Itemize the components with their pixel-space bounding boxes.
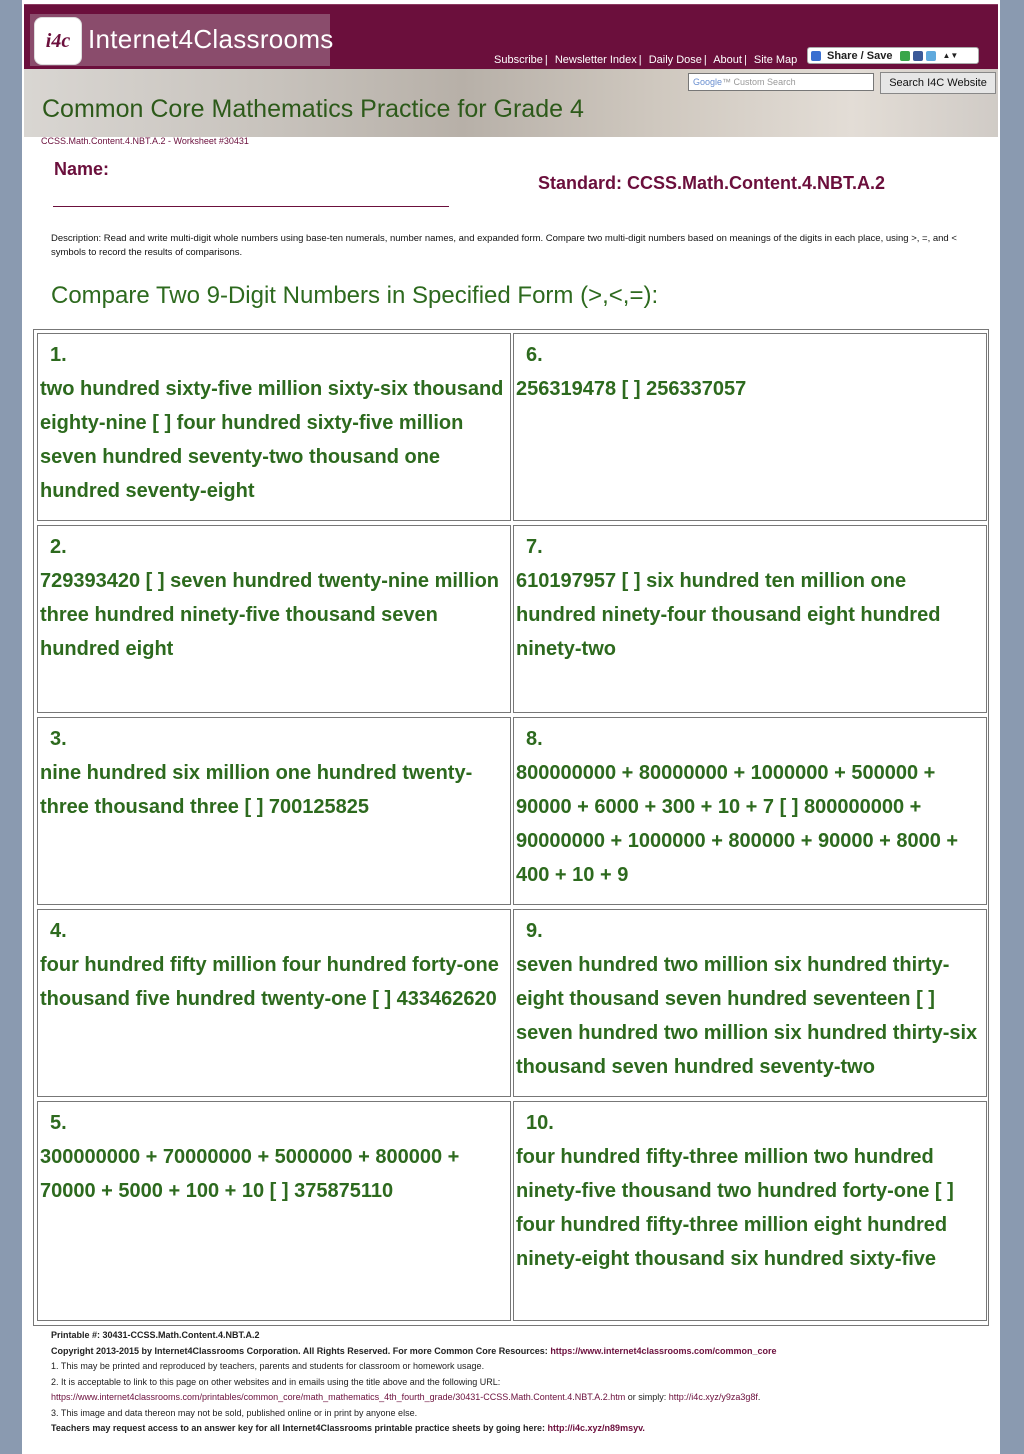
worksheet-url-link[interactable]: https://www.internet4classrooms.com/printables/common_core/math_mathematics_4th_fourth_grade/30431-CCSS.Math.Content.4.NBT.A.2.htm bbox=[51, 1392, 626, 1402]
question-text: nine hundred six million one hundred twenty-three thousand three [ ] 700125825 bbox=[40, 762, 473, 818]
question-text: 300000000 + 70000000 + 5000000 + 800000 + 70000 + 5000 + 100 + 10 [ ] 375875110 bbox=[40, 1146, 460, 1202]
short-url-link[interactable]: http://i4c.xyz/y9za3g8f bbox=[668, 1392, 758, 1402]
question-cell bbox=[513, 525, 987, 713]
answer-key-link[interactable]: http://i4c.xyz/n89msyv. bbox=[547, 1423, 645, 1433]
worksheet-title: Compare Two 9-Digit Numbers in Specified Form (>,<,=): bbox=[51, 282, 659, 309]
printable-number: Printable #: 30431-CCSS.Math.Content.4.NBT.A.2 bbox=[51, 1330, 260, 1340]
question-number: 8. bbox=[526, 728, 543, 750]
question-text: 610197957 [ ] six hundred ten million one hundred ninety-four thousand eight hundred ninety-two bbox=[516, 570, 941, 660]
footer-url-line: https://www.internet4classrooms.com/printables/common_core/math_mathematics_4th_fourth_grade/30431-CCSS.Math.Content.4.NBT.A.2.htm or simply: http://i4c.xyz/y9za3g8f. bbox=[51, 1392, 761, 1402]
question-number: 2. bbox=[50, 536, 67, 558]
facebook-icon bbox=[913, 51, 923, 61]
share-dropdown-icon: ▲▼ bbox=[942, 51, 959, 60]
copyright: Copyright 2013-2015 by Internet4Classrooms Corporation. All Rights Reserved. For more Common Core Resources: https://www.internet4classrooms.com/common_core bbox=[51, 1345, 777, 1356]
question-number: 1. bbox=[50, 344, 67, 366]
question-number: 9. bbox=[526, 920, 543, 942]
i4c-logo-icon: i4c bbox=[34, 17, 82, 65]
question-cell bbox=[37, 909, 511, 1097]
question-cell bbox=[513, 1101, 987, 1321]
description: Description: Read and write multi-digit whole numbers using base-ten numerals, number names, and expanded form. Compare two multi-digit numbers based on meanings of the digits in each place, using >, =, and < symbols to record the results of comparisons. bbox=[51, 233, 957, 258]
breadcrumb: CCSS.Math.Content.4.NBT.A.2 - Worksheet #30431 bbox=[41, 136, 249, 146]
question-cell bbox=[513, 717, 987, 905]
question-text: 256319478 [ ] 256337057 bbox=[516, 378, 747, 400]
answer-key-note: Teachers may request access to an answer key for all Internet4Classrooms printable practice sheets by going here: http://i4c.xyz/n89msyv. bbox=[51, 1423, 645, 1433]
nav-newsletter-index[interactable]: Newsletter Index bbox=[554, 54, 637, 66]
question-text: four hundred fifty-three million two hundred ninety-five thousand two hundred forty-one [ ] four hundred fifty-three million eight hundred ninety-eight thousand six hundred sixty-five bbox=[516, 1146, 954, 1270]
question-number: 3. bbox=[50, 728, 67, 750]
twitter-icon bbox=[926, 51, 936, 61]
question-number: 4. bbox=[50, 920, 67, 942]
nav-daily-dose[interactable]: Daily Dose bbox=[648, 54, 702, 66]
question-number: 10. bbox=[526, 1112, 554, 1134]
search-button[interactable]: Search I4C Website bbox=[880, 72, 996, 94]
name-label: Name: bbox=[54, 159, 110, 179]
share-save-button[interactable]: Share / Save ▲▼ bbox=[807, 47, 979, 64]
standard-label: Standard: CCSS.Math.Content.4.NBT.A.2 bbox=[538, 173, 886, 193]
page bbox=[22, 0, 1000, 1454]
question-number: 7. bbox=[526, 536, 543, 558]
footer-note-1: 1. This may be printed and reproduced by teachers, parents and students for classroom or homework usage. bbox=[51, 1361, 485, 1371]
nav-site-map[interactable]: Site Map bbox=[753, 54, 798, 66]
question-cell bbox=[513, 909, 987, 1097]
common-core-link[interactable]: https://www.internet4classrooms.com/common_core bbox=[550, 1345, 777, 1356]
top-nav: Subscribe | Newsletter Index | Daily Dose | About | Site Map bbox=[494, 54, 798, 66]
question-cell bbox=[37, 525, 511, 713]
question-text: seven hundred two million six hundred thirty-eight thousand seven hundred seventeen [ ] seven hundred two million six hundred thirty-six thousand seven hundred seventy-two bbox=[516, 954, 978, 1078]
question-text: four hundred fifty million four hundred forty-one thousand five hundred twenty-one [ ] 433462620 bbox=[40, 954, 499, 1010]
question-number: 5. bbox=[50, 1112, 67, 1134]
page-title: Common Core Mathematics Practice for Grade 4 bbox=[42, 95, 584, 123]
nav-about[interactable]: About bbox=[713, 54, 742, 66]
footer-note-3: 3. This image and data thereon may not be sold, published online or in print by anyone else. bbox=[51, 1407, 418, 1418]
name-line bbox=[53, 206, 449, 207]
site-logo[interactable] bbox=[30, 14, 334, 66]
question-number: 6. bbox=[526, 344, 543, 366]
question-text: two hundred sixty-five million sixty-six thousand eighty-nine [ ] four hundred sixty-five million seven hundred seventy-two thousand one hundred seventy-eight bbox=[40, 378, 504, 502]
question-text: 729393420 [ ] seven hundred twenty-nine million three hundred ninety-five thousand seven hundred eight bbox=[40, 570, 500, 660]
footer-note-2: 2. It is acceptable to link to this page on other websites and in emails using the title above and the following URL: bbox=[51, 1376, 501, 1387]
search-input[interactable]: Google™ Custom Search bbox=[688, 73, 874, 91]
share-email-icon bbox=[900, 51, 910, 61]
question-cell bbox=[37, 717, 511, 905]
footer bbox=[51, 1328, 993, 1437]
question-text: 800000000 + 80000000 + 1000000 + 500000 + 90000 + 6000 + 300 + 10 + 7 [ ] 800000000 + 90000000 + 1000000 + 800000 + 90000 + 8000 + 400 + 10 + 9 bbox=[516, 762, 959, 886]
questions-grid bbox=[33, 329, 989, 1326]
question-cell bbox=[37, 1101, 511, 1321]
logo-text: Internet4Classrooms bbox=[88, 24, 334, 54]
header-bar bbox=[24, 4, 998, 69]
share-plus-icon bbox=[811, 51, 821, 61]
question-cell bbox=[37, 333, 511, 521]
nav-subscribe[interactable]: Subscribe bbox=[494, 54, 543, 66]
question-cell bbox=[513, 333, 987, 521]
